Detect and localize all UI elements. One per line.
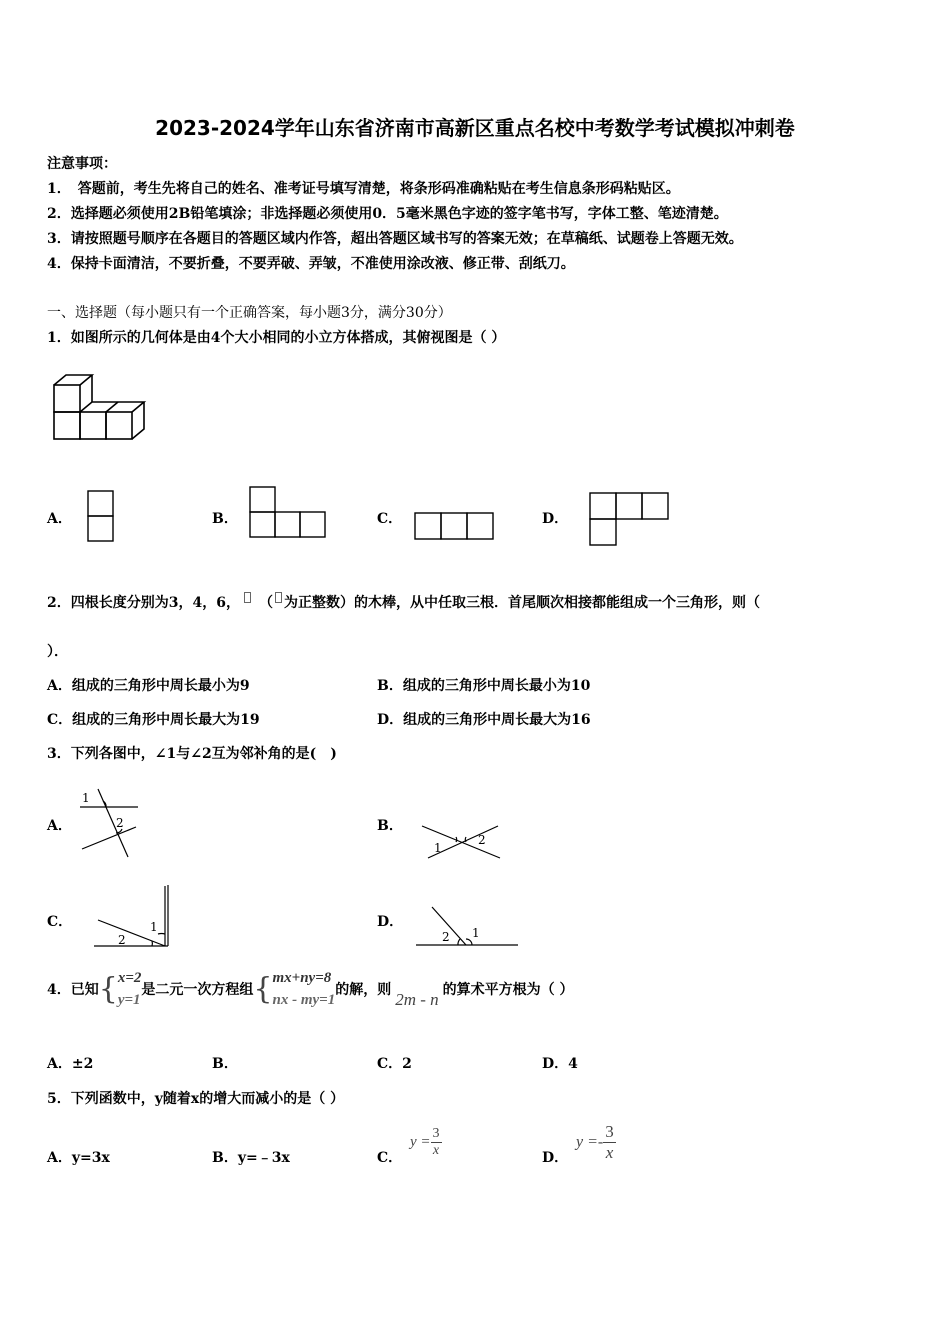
notice-item: 4．保持卡面清洁，不要折叠，不要弄破、弄皱，不准使用涂改液、修正带、刮纸刀。: [47, 256, 575, 272]
q3-figure-d: [414, 905, 520, 947]
q4-equation-system: [273, 967, 336, 1011]
q1-figure-b: [249, 486, 329, 540]
left-brace-icon: {: [98, 971, 118, 1007]
q1-option-b[interactable]: B．: [212, 511, 238, 527]
q4-option-d[interactable]: D．4: [542, 1056, 578, 1072]
q5-formula-c: [410, 1126, 442, 1159]
q4-expression: 2m - n: [395, 990, 439, 1009]
fraction: [603, 1122, 616, 1163]
notice-item: 1． 答题前，考生先将自己的姓名、准考证号填写清楚，将条形码准确粘贴在考生信息条形码粘贴区。: [47, 181, 680, 197]
q3-option-d[interactable]: D．: [377, 914, 404, 930]
page-title: 2023-2024学年山东省济南市高新区重点名校中考数学考试模拟冲刺卷: [155, 116, 795, 140]
sys-line: nx - my=1: [272, 992, 336, 1008]
q5-stem: 5．下列函数中，y随着x的增大而减小的是（ ）: [47, 1091, 345, 1107]
q1-stem: 1．如图所示的几何体是由4个大小相同的小立方体搭成，其俯视图是（ ）: [47, 330, 506, 346]
q3-figure-c: [92, 884, 172, 950]
q1-figure-a: [87, 490, 115, 544]
q1-figure-c: [414, 512, 496, 542]
q2-stem-b: （: [258, 595, 273, 611]
q2-option-d[interactable]: D．组成的三角形中周长最大为16: [377, 712, 591, 728]
q5-option-a[interactable]: A．y=3x: [47, 1150, 110, 1166]
q4-option-a[interactable]: A．±2: [47, 1056, 94, 1072]
notice-item: 2．选择题必须使用2B铅笔填涂；非选择题必须使用0．5毫米黑色字迹的签字笔书写，字体工整、笔迹清楚。: [47, 206, 728, 222]
fraction-denominator: x: [605, 1143, 614, 1162]
q1-solid-figure: [50, 372, 150, 444]
q2-stem-a: 2．四根长度分别为3，4，6，: [47, 595, 240, 611]
q4-stem-a: 4．已知: [47, 982, 99, 998]
angle-label-2: 2: [116, 816, 124, 830]
fraction-denominator: x: [432, 1143, 440, 1158]
angle-label-1: 1: [472, 926, 480, 940]
formula-lhs: y =: [410, 1134, 431, 1150]
q1-option-c[interactable]: C．: [377, 511, 403, 527]
q2-stem-end: ）．: [47, 644, 68, 660]
q2-option-a[interactable]: A．组成的三角形中周长最小为9: [47, 678, 250, 694]
q4-stem-d: 的算术平方根为（ ）: [442, 982, 574, 998]
q3-option-a[interactable]: A．: [47, 818, 72, 834]
q4-option-c[interactable]: C．2: [377, 1056, 412, 1072]
angle-label-2: 2: [118, 933, 126, 947]
angle-label-1: 1: [82, 791, 90, 805]
q1-figure-d: [589, 492, 671, 548]
q4-solution-system: [118, 967, 142, 1011]
q3-figure-b: [420, 822, 504, 862]
sys-line: x=2: [117, 970, 142, 986]
q2-stem: [47, 592, 760, 612]
q3-option-c[interactable]: C．: [47, 914, 73, 930]
fraction: [431, 1126, 442, 1159]
q5-option-b[interactable]: B．y=﹣3x: [212, 1150, 290, 1166]
q4-stem: [47, 967, 574, 1011]
q2-stem-c: 为正整数）的木棒，从中任取三根．首尾顺次相接都能组成一个三角形，则（: [283, 595, 760, 611]
q1-option-a[interactable]: A．: [47, 511, 72, 527]
angle-label-2: 2: [478, 833, 486, 847]
q5-option-c[interactable]: C．: [377, 1150, 403, 1166]
notice-item: 3．请按照题号顺序在各题目的答题区域内作答，超出答题区域书写的答案无效；在草稿纸、试题卷上答题无效。: [47, 231, 743, 247]
q3-option-b[interactable]: B．: [377, 818, 403, 834]
placeholder-box-icon: [244, 592, 251, 603]
angle-label-1: 1: [434, 841, 442, 855]
q3-stem: 3．下列各图中，∠1与∠2互为邻补角的是( ): [47, 746, 337, 762]
q5-formula-d: [576, 1122, 616, 1163]
q1-option-d[interactable]: D．: [542, 511, 569, 527]
q4-option-b[interactable]: B．: [212, 1056, 238, 1072]
q2-option-c[interactable]: C．组成的三角形中周长最大为19: [47, 712, 260, 728]
left-brace-icon: {: [253, 971, 273, 1007]
formula-lhs: y =-: [576, 1133, 604, 1151]
sys-line: mx+ny=8: [272, 970, 332, 986]
q3-figure-a: [78, 787, 140, 859]
angle-label-1: 1: [150, 920, 158, 934]
q4-stem-c: 的解，则: [335, 982, 392, 998]
q5-option-d[interactable]: D．: [542, 1150, 569, 1166]
fraction-numerator: 3: [605, 1122, 614, 1141]
sys-line: y=1: [117, 992, 141, 1008]
fraction-numerator: 3: [432, 1126, 440, 1141]
section-heading: 一、选择题（每小题只有一个正确答案，每小题3分，满分30分）: [47, 305, 452, 321]
placeholder-box-icon: [275, 592, 282, 603]
notice-heading: 注意事项：: [47, 156, 117, 172]
q2-option-b[interactable]: B．组成的三角形中周长最小为10: [377, 678, 591, 694]
angle-label-2: 2: [442, 930, 450, 944]
q4-stem-b: 是二元一次方程组: [141, 982, 254, 998]
